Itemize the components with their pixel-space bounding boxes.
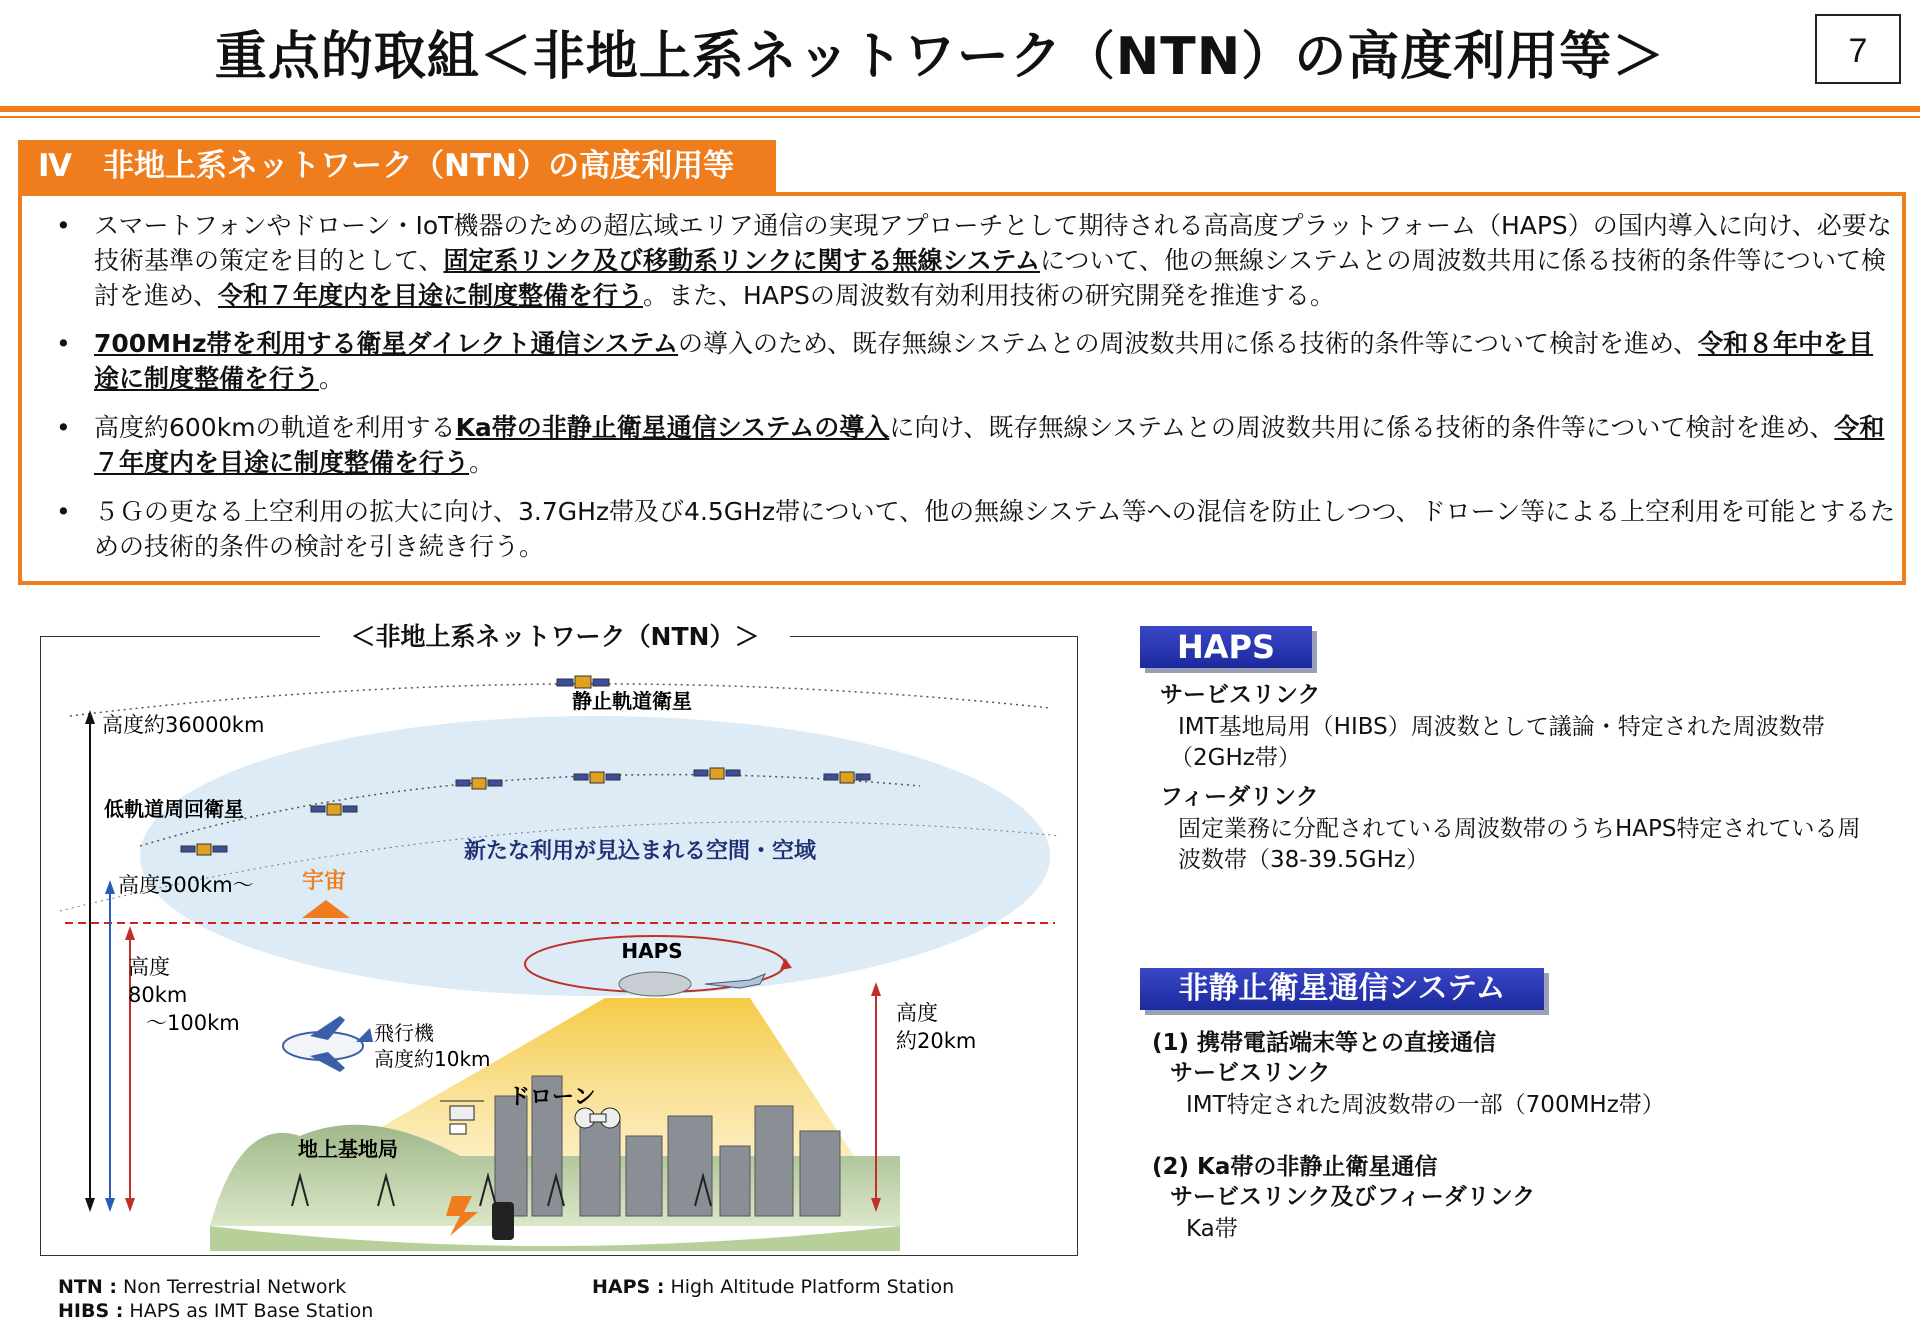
ngso-item1-sub: サービスリンク: [1170, 1060, 1331, 1086]
ground-base: [210, 1226, 900, 1251]
airplane-label-1: 飛行機: [374, 1021, 434, 1045]
header-rule: [0, 106, 1920, 112]
satellite-icon: [557, 676, 609, 688]
bullet-emphasis: 令和７年度内を目途に制度整備を行う: [94, 413, 1885, 477]
bullet-emphasis: 令和８年中を目途に制度整備を行う: [94, 329, 1874, 393]
ground-station-label: 地上基地局: [298, 1137, 398, 1161]
bullet-text: [94, 410, 1896, 480]
haps-service-link-text-2: （2GHz帯）: [1170, 745, 1301, 771]
ntn-diagram: [40, 636, 1078, 1256]
bullet-dot: •: [56, 329, 71, 358]
airship-icon: [619, 972, 691, 996]
haps-feeder-link-text: 固定業務に分配されている周波数帯のうちHAPS特定されている周: [1178, 816, 1861, 842]
geo-satellite-label: 静止軌道衛星: [572, 689, 692, 713]
alt-20-label-1: 高度: [896, 1001, 938, 1025]
ngso-item1-title: (1) 携帯電話端末等との直接通信: [1152, 1030, 1497, 1056]
drone-label: ドローン: [508, 1085, 596, 1110]
alt-500-label: 高度500km～: [118, 873, 254, 897]
bullet-item: [56, 208, 1896, 313]
footnote-haps: [592, 1276, 954, 1298]
alt-80-label-2: 80km: [128, 983, 188, 1007]
footnote-full: High Altitude Platform Station: [670, 1276, 955, 1298]
haps-service-link-label: サービスリンク: [1160, 682, 1321, 708]
smartphone-icon: [492, 1202, 514, 1240]
haps-service-link-text: IMT基地局用（HIBS）周波数として議論・特定された周波数帯: [1178, 714, 1825, 740]
bullet-segment: 。: [319, 364, 345, 393]
bullet-emphasis: 令和７年度内を目途に制度整備を行う: [218, 281, 644, 310]
bullet-dot: •: [56, 413, 71, 442]
geo-orbit: [70, 684, 1050, 716]
ngso-item2-title: (2) Ka帯の非静止衛星通信: [1152, 1154, 1438, 1180]
leo-satellite-label: 低軌道周回衛星: [104, 797, 244, 821]
bullet-segment: 。また、HAPSの周波数有効利用技術の研究開発を推進する。: [643, 281, 1335, 310]
bullet-segment: について、他の無線システムとの周波数共用に係る技術的条件等について検討を進め、: [94, 246, 1887, 310]
page-title: 重点的取組＜非地上系ネットワーク（NTN）の高度利用等＞: [214, 27, 1666, 87]
footnote-abbr: HAPS :: [592, 1276, 665, 1298]
bullet-item: [56, 494, 1896, 564]
bullet-segment: に向け、既存無線システムとの周波数共用に係る技術的条件等について検討を進め、: [889, 413, 1835, 442]
bullet-segment: の導入のため、既存無線システムとの周波数共用に係る技術的条件等について検討を進め、: [678, 329, 1699, 358]
bullet-item: [56, 410, 1896, 480]
haps-feeder-link-text-2: 波数帯（38-39.5GHz）: [1178, 847, 1429, 873]
alt-80-label-3: ～100km: [146, 1011, 240, 1035]
bullet-emphasis: Ka帯の非静止衛星通信システムの導入: [455, 413, 890, 442]
ngso-item2-sub: サービスリンク及びフィーダリンク: [1170, 1184, 1536, 1210]
airplane-icon: [283, 1016, 373, 1072]
footnote-full: Non Terrestrial Network: [123, 1276, 347, 1298]
footnote-abbr: NTN :: [58, 1276, 117, 1298]
alt-20-label-2: 約20km: [896, 1029, 977, 1053]
diagram-title: ＜非地上系ネットワーク（NTN）＞: [320, 618, 790, 656]
page-number: 7: [1815, 14, 1901, 84]
bullet-text: [94, 326, 1896, 396]
alt-36000-label: 高度約36000km: [102, 713, 265, 737]
bullet-segment: 。: [469, 448, 495, 477]
ngso-tag: 非静止衛星通信システム: [1140, 968, 1544, 1010]
alt-80-label-1: 高度: [128, 955, 170, 979]
footnote-abbr: HIBS :: [58, 1300, 124, 1322]
bullet-dot: •: [56, 211, 71, 240]
bullet-item: [56, 326, 1896, 396]
space-label: 宇宙: [302, 869, 347, 894]
ngso-item2-value: Ka帯: [1186, 1216, 1238, 1242]
haps-feeder-link-label: フィーダリンク: [1160, 784, 1319, 810]
ngso-item1-value: IMT特定された周波数帯の一部（700MHz帯）: [1186, 1092, 1665, 1118]
bullet-text: [94, 494, 1896, 564]
bullet-text: [94, 208, 1896, 313]
haps-label: HAPS: [621, 939, 683, 963]
bullet-segment: 高度約600kmの軌道を利用する: [94, 413, 456, 442]
section-heading: Ⅳ 非地上系ネットワーク（NTN）の高度利用等: [18, 140, 776, 192]
bullet-emphasis: 固定系リンク及び移動系リンクに関する無線システム: [443, 246, 1041, 275]
footnote-full: HAPS as IMT Base Station: [129, 1300, 374, 1322]
airplane-label-2: 高度約10km: [374, 1047, 491, 1071]
new-space-label: 新たな利用が見込まれる空間・空域: [463, 839, 817, 864]
header-rule-thin: [0, 116, 1920, 118]
bullet-dot: •: [56, 497, 71, 526]
bullet-emphasis: 700MHz帯を利用する衛星ダイレクト通信システム: [94, 329, 679, 358]
haps-tag: HAPS: [1140, 626, 1312, 668]
bullet-segment: ５Ｇの更なる上空利用の拡大に向け、3.7GHz帯及び4.5GHz帯について、他の無線システム等への混信を防止しつつ、ドローン等による上空利用を可能とするための技術的条件の検討を引き続き行う。: [94, 497, 1896, 561]
footnote-hibs: [58, 1300, 373, 1322]
section-box: [18, 192, 1906, 585]
footnote-ntn: [58, 1276, 346, 1298]
bullet-segment: スマートフォンやドローン・IoT機器のための超広域エリア通信の実現アプローチとして期待される高高度プラットフォーム（HAPS）の国内導入に向け、必要な技術基準の策定を目的として、: [94, 211, 1892, 275]
